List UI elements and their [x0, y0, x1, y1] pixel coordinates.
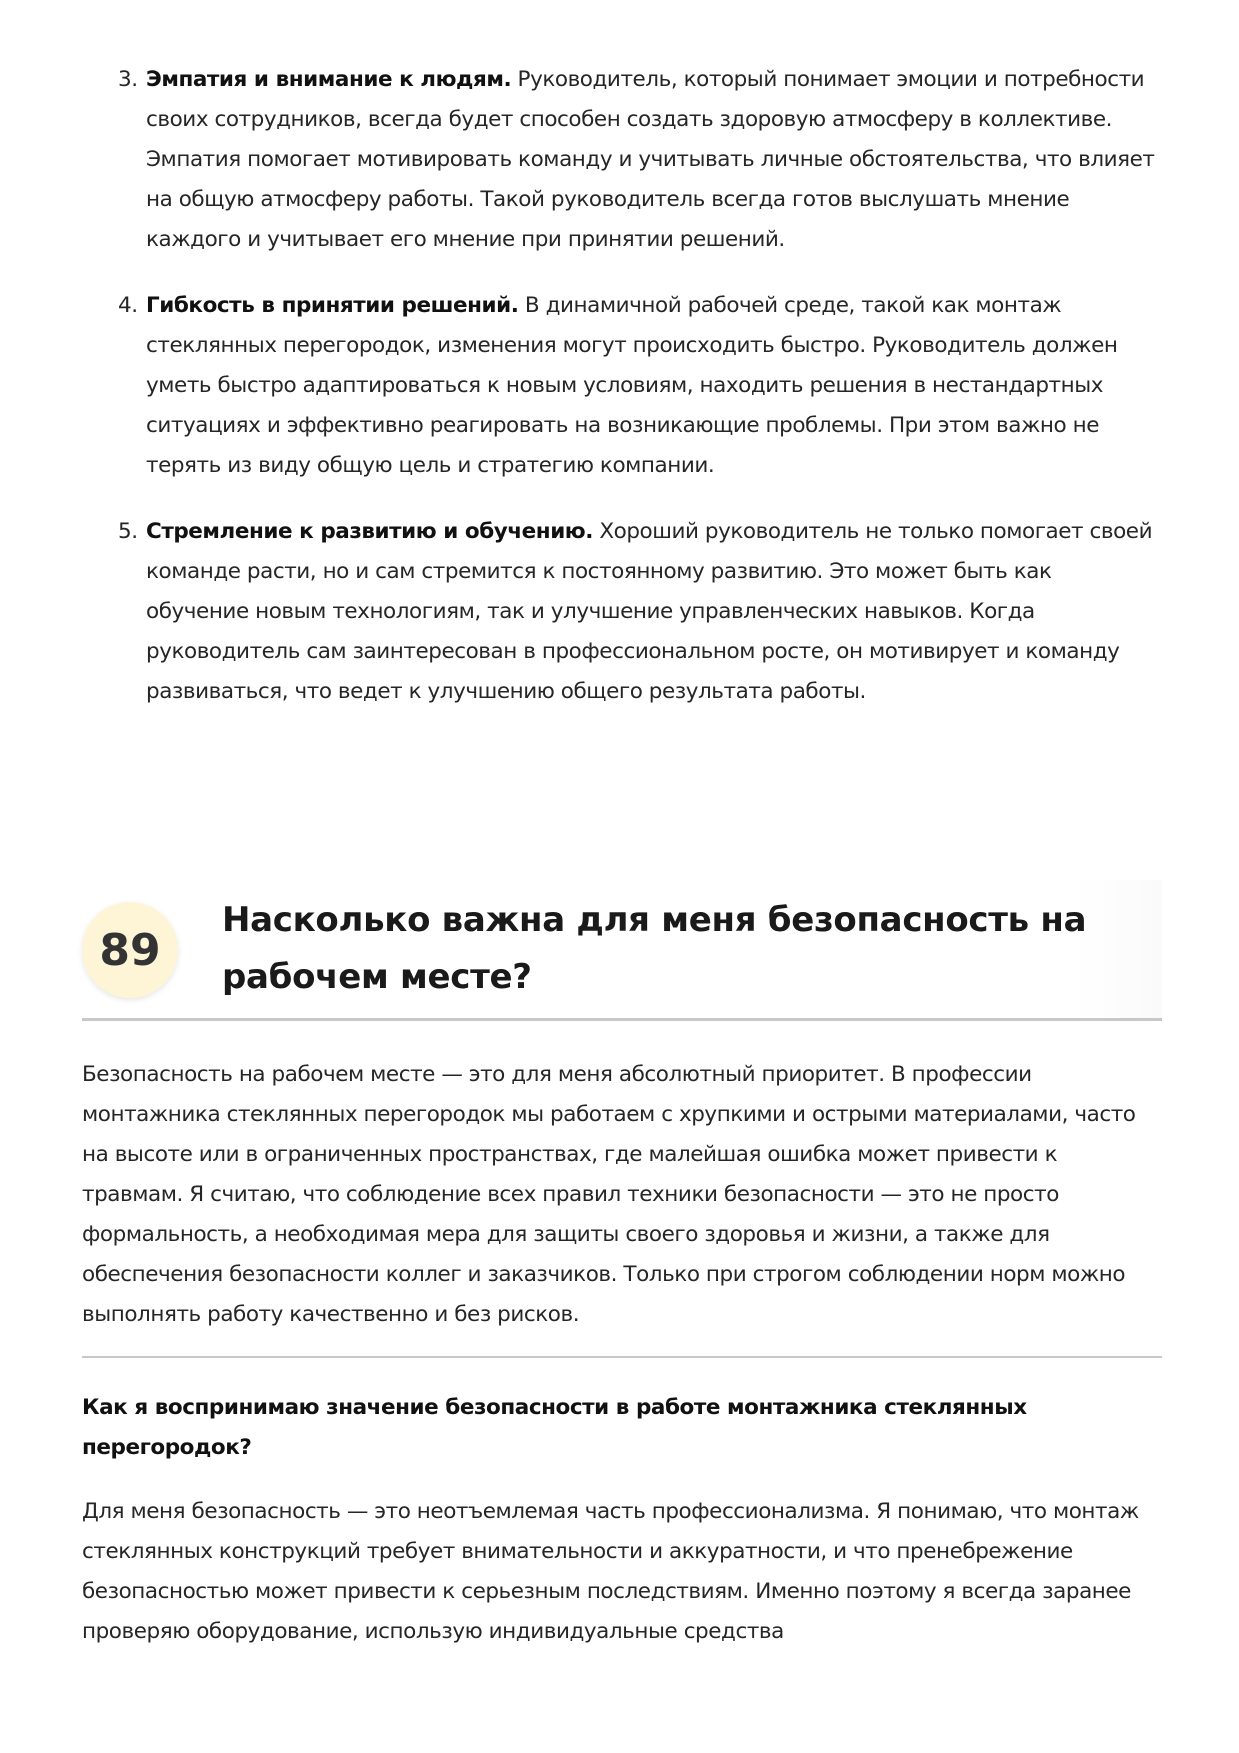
- list-item: [118, 286, 1160, 486]
- list-item-title: Гибкость в принятии решений.: [146, 293, 519, 318]
- subsection-heading: Как я воспринимаю значение безопасности в работе монтажника стеклянных перегородок?: [82, 1395, 1027, 1460]
- intro-paragraph: Безопасность на рабочем месте — это для меня абсолютный приоритет. В профессии монтажника стеклянных перегородок мы работаем с хрупкими и острыми материалами, часто на высоте или в ограниченных пространствах, где малейшая ошибка может привести к травмам. Я считаю, что соблюдение всех правил техники безопасности — это не просто формальность, а необходимая мера для защиты своего здоровья и жизни, а также для обеспечения безопасности коллег и заказчиков. Только при строгом соблюдении норм можно выполнять работу качественно и без рисков.: [82, 1062, 1136, 1327]
- list-item-number: 4.: [118, 293, 138, 318]
- list-item-title: Эмпатия и внимание к людям.: [146, 67, 512, 92]
- list-item: [118, 512, 1160, 712]
- list-item: [118, 60, 1160, 260]
- numbered-list: [118, 60, 1160, 738]
- question-title: Насколько важна для меня безопасность на рабочем месте?: [222, 900, 1087, 997]
- list-item-number: 3.: [118, 67, 138, 92]
- question-header: [82, 880, 1162, 1021]
- list-item-text: В динамичной рабочей среде, такой как монтаж стеклянных перегородок, изменения могут происходить быстро. Руководитель должен уметь быстро адаптироваться к новым условиям, находить решения в нестандартных ситуациях и эффективно реагировать на возникающие проблемы. При этом важно не терять из виду общую цель и стратегию компании.: [146, 293, 1118, 478]
- list-item-number: 5.: [118, 519, 138, 544]
- section-divider: [82, 1356, 1162, 1358]
- question-number-badge: 89: [82, 902, 178, 998]
- list-item-text: Хороший руководитель не только помогает своей команде расти, но и сам стремится к постоянному развитию. Это может быть как обучение новым технологиям, так и улучшение управленческих навыков. Когда руководитель сам заинтересован в профессиональном росте, он мотивирует и команду развиваться, что ведет к улучшению общего результата работы.: [146, 519, 1153, 704]
- list-item-title: Стремление к развитию и обучению.: [146, 519, 593, 544]
- list-item-text: Руководитель, который понимает эмоции и потребности своих сотрудников, всегда будет способен создать здоровую атмосферу в коллективе. Эмпатия помогает мотивировать команду и учитывать личные обстоятельства, что влияет на общую атмосферу работы. Такой руководитель всегда готов выслушать мнение каждого и учитывает его мнение при принятии решений.: [146, 67, 1155, 252]
- subsection-paragraph: Для меня безопасность — это неотъемлемая часть профессионализма. Я понимаю, что монтаж стеклянных конструкций требует внимательности и аккуратности, и что пренебрежение безопасностью может привести к серьезным последствиям. Именно поэтому я всегда заранее проверяю оборудование, использую индивидуальные средства: [82, 1499, 1139, 1644]
